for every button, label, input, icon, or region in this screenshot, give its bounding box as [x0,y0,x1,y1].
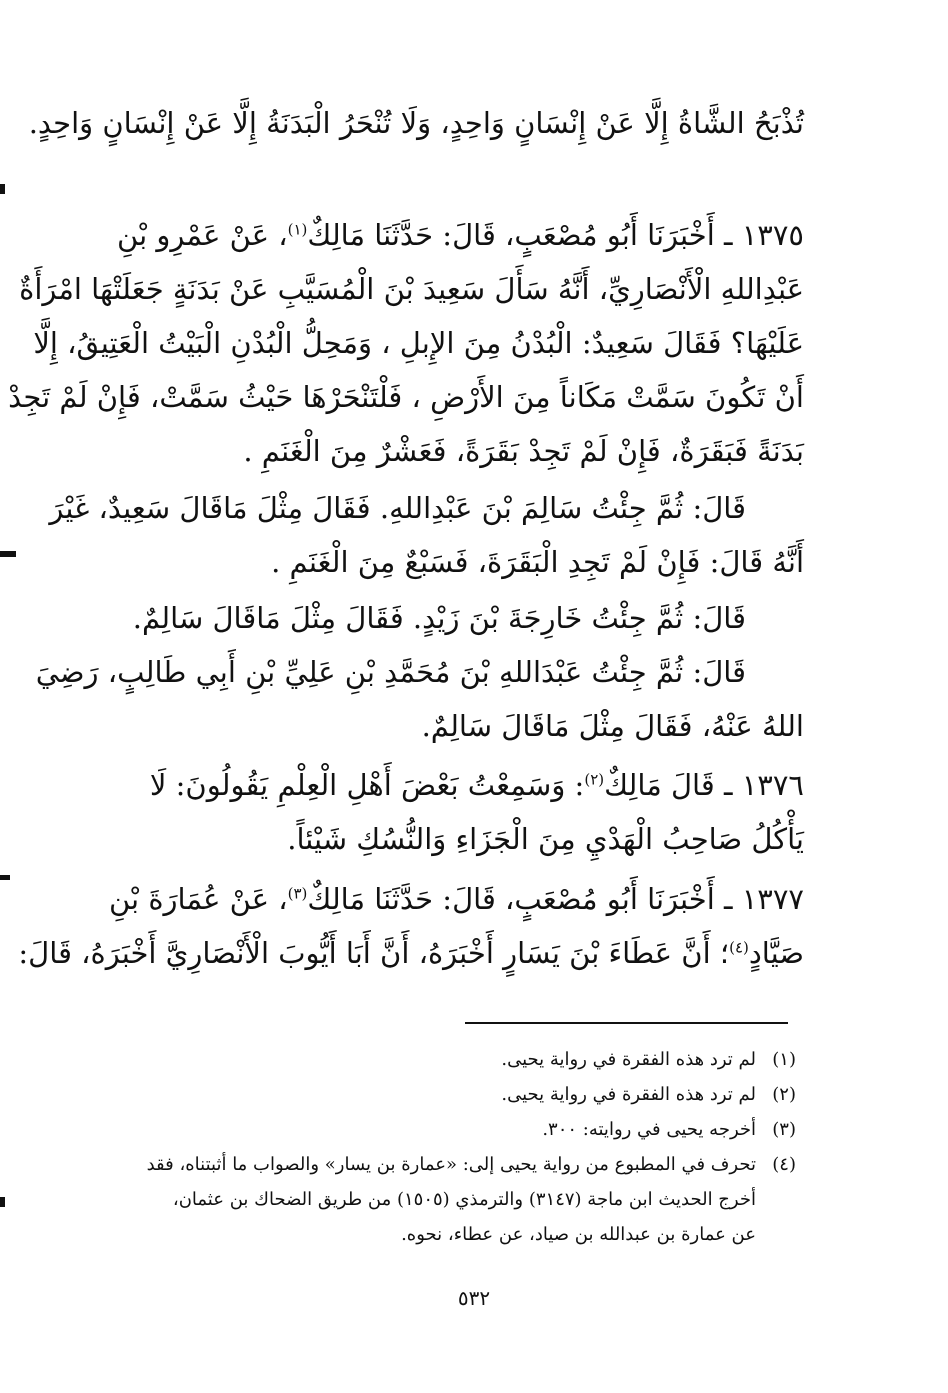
scan-margin-mark [0,551,16,557]
footnote-number: (٢) [772,1084,796,1105]
footnote-marker-2[interactable]: (٢) [584,770,605,789]
footnote-number: (٣) [772,1119,796,1140]
paragraph-continuation: ؛ أَنَّ عَطَاءَ بْنَ يَسَارٍ أَخْبَرَهُ، أَنَّ أَبَا أَيُّوبَ الْأَنْصَارِيَّ أَخْبَرَهُ، قَالَ: [18,936,730,970]
text-line: تُذْبَحُ الشَّاةُ إِلَّا عَنْ إِنْسَانٍ وَاحِدٍ، وَلَا تُنْحَرُ الْبَدَنَةُ إِلَّا عَنْ إِنْسَانٍ وَاحِدٍ. [28,106,804,140]
scan-margin-mark [0,184,5,194]
footnote-text: لم ترد هذه الفقرة في رواية يحيى. [501,1084,756,1105]
text-line: عَبْدِاللهِ الْأَنْصَارِيِّ، أَنَّهُ سَأَلَ سَعِيدَ بْنَ الْمُسَيَّبِ عَنْ بَدَنَةٍ جَعَلَتْهَا امْرَأَةٌ [19,272,804,306]
page-number: ٥٣٢ [457,1286,491,1310]
text-line [92,758,804,812]
footnote-number: (٤) [772,1154,796,1175]
text-line: يَأْكُلُ صَاحِبُ الْهَدْيِ مِنَ الْجَزَاءِ وَالنُّسُكِ شَيْئاً. [287,822,804,856]
paragraph-start: ١٣٧٦ ـ قَالَ مَالِكٌ [604,768,804,802]
text-line [18,926,804,980]
footnote-4-continuation: عن عمارة بن عبدالله بن صياد، عن عطاء، نحوه. [401,1224,756,1245]
paragraph-continuation: ، عَنْ عُمَارَةَ بْنِ [108,882,288,916]
footnote-marker-1[interactable]: (١) [287,220,308,239]
footnote-3 [96,1112,796,1147]
paragraph-start: ١٣٧٧ ـ أَخْبَرَنَا أَبُو مُصْعَبٍ، قَالَ: حَدَّثَنَا مَالِكٌ [307,882,804,916]
text-line: بَدَنَةً فَبَقَرَةٌ، فَإِنْ لَمْ تَجِدْ بَقَرَةً، فَعَشْرٌ مِنَ الْغَنَمِ . [243,434,804,468]
text-line: قَالَ: ثُمَّ جِئْتُ سَالِمَ بْنَ عَبْدِاللهِ. فَقَالَ مِثْلَ مَاقَالَ سَعِيدٌ، غَيْرَ [49,491,746,525]
footnote-marker-4[interactable]: (٤) [729,938,749,957]
text-line: أَنَّهُ قَالَ: فَإِنْ لَمْ تَجِدِ الْبَقَرَةَ، فَسَبْعٌ مِنَ الْغَنَمِ . [271,545,804,579]
paragraph-1377 [18,872,804,980]
paragraph-text: صَيَّادٍ [748,936,804,970]
footnote-text: لم ترد هذه الفقرة في رواية يحيى. [501,1049,756,1070]
scan-margin-mark [0,875,10,880]
footnotes [96,1042,796,1252]
paragraph-continuation: : وَسَمِعْتُ بَعْضَ أَهْلِ الْعِلْمِ يَقُولُونَ: لَا [149,768,585,802]
paragraph-kharija [92,591,804,645]
text-line: عَلَيْهَا؟ فَقَالَ سَعِيدٌ: الْبُدْنُ مِنَ الإِبلِ ، وَمَحِلُّ الْبُدْنِ الْبَيْتُ الْعَتِيقُ، إِلَّا [33,326,804,360]
footnote-4 [96,1147,796,1182]
text-line: اللهُ عَنْهُ، فَقَالَ مِثْلَ مَاقَالَ سَالِمٌ. [421,709,804,743]
footnote-marker-3[interactable]: (٣) [287,884,308,903]
paragraph-salim [49,481,804,589]
footnote-text: تحرف في المطبوع من رواية يحيى إلى: «عمارة بن يسار» والصواب ما أثبتناه، فقد [146,1154,756,1175]
footnote-number: (١) [772,1049,796,1070]
footnote-separator [465,1022,788,1024]
text-line: أَنْ تَكُونَ سَمَّتْ مَكَاناً مِنَ الأَرْضِ ، فَلْتَنْحَرْهَا حَيْثُ سَمَّتْ، فَإِنْ لَمْ تَجِدْ [8,380,804,414]
footnote-2 [96,1077,796,1112]
body-text-top [28,96,804,150]
footnote-text: أخرجه يحيى في روايته: ٣٠٠. [542,1119,756,1140]
text-line: قَالَ: ثُمَّ جِئْتُ عَبْدَاللهِ بْنَ مُحَمَّدِ بْنِ عَلِيِّ بْنِ أَبِي طَالِبٍ، رَضِيَ [35,655,746,689]
footnote-1 [96,1042,796,1077]
scan-margin-mark [0,1197,5,1207]
paragraph-1375 [8,208,804,478]
paragraph-abdullah [35,645,804,753]
text-line: قَالَ: ثُمَّ جِئْتُ خَارِجَةَ بْنَ زَيْدٍ. فَقَالَ مِثْلَ مَاقَالَ سَالِمٌ. [132,601,746,635]
paragraph-continuation: ، عَنْ عَمْرِو بْنِ [117,218,288,252]
text-line [92,208,804,262]
paragraph-start: ١٣٧٥ ـ أَخْبَرَنَا أَبُو مُصْعَبٍ، قَالَ: حَدَّثَنَا مَالِكٌ [307,218,804,252]
paragraph-1376 [92,758,804,866]
footnote-4-continuation: أخرج الحديث ابن ماجة (٣١٤٧) والترمذي (١٥٠٥) من طريق الضحاك بن عثمان، [172,1189,756,1210]
text-line [92,872,804,926]
